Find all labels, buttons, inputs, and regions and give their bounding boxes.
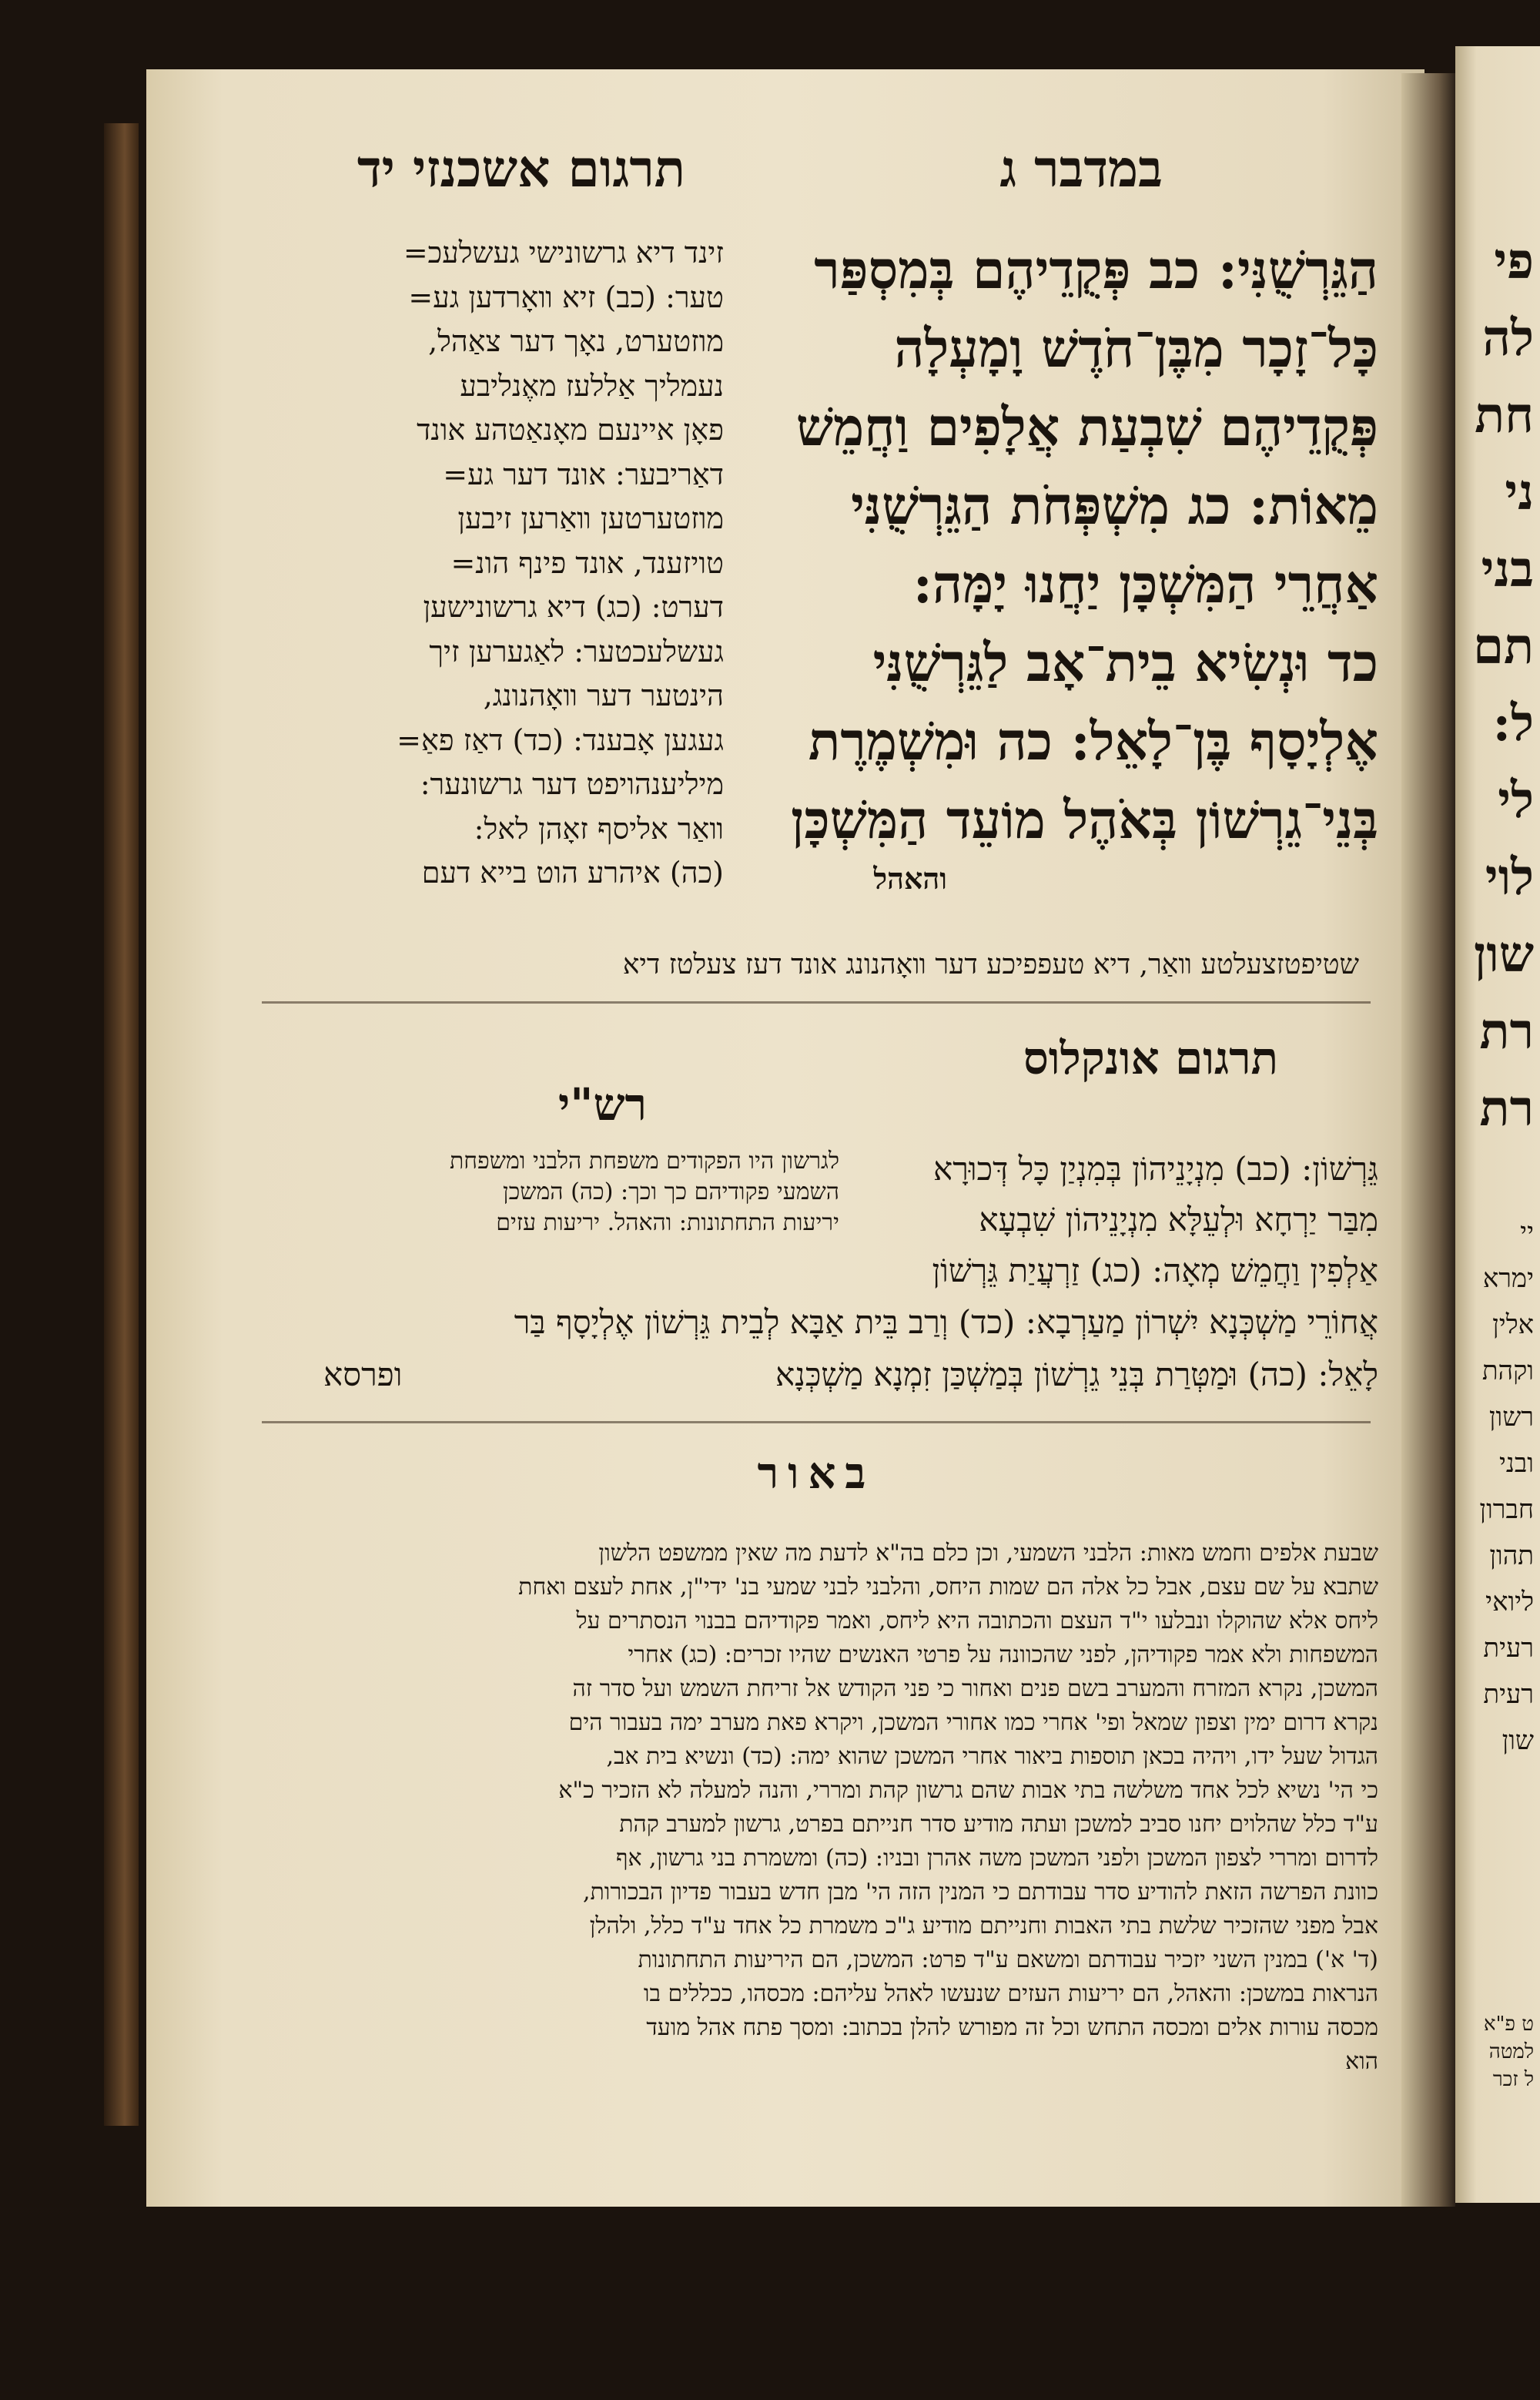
yiddish-line: (כה) איהרע הוט בייא דעם [421, 856, 724, 890]
yiddish-line: נעמליך אַללעז מאֶנליבע [460, 368, 724, 403]
next-page-fragment: שון [1502, 1725, 1534, 1756]
targum-line: לָאֵל: (כה) וּמַטְּרַת בְּנֵי גֵרְשׁוֹן בְּמַשְׁכַּן זִמְנָא מַשְׁכְּנָא [775, 1356, 1378, 1393]
next-page-fragment: ט פ"א [1483, 2013, 1534, 2036]
next-page-edge [1455, 46, 1540, 2203]
biur-line: הוא [1345, 2048, 1378, 2075]
catchword: והאהל [873, 861, 947, 896]
next-page-fragment: לי [1498, 772, 1534, 830]
next-page-fragment: ל: [1492, 695, 1534, 753]
targum-catchword: ופרסא [323, 1356, 403, 1393]
yiddish-line: טויזענד, אונד פינף הונ= [450, 545, 724, 580]
biur-line: כי הי' נשיא לכל אחד משלשה בתי אבות שהם גרשון קהת ומררי, והנה למעלה לא הזכיר כ"א [558, 1777, 1378, 1804]
targum-onkelos-text [832, 1144, 1378, 1296]
next-page-fragment: אלין [1492, 1309, 1534, 1340]
yiddish-line: מוזטערטען װאַרען זיבען [457, 501, 724, 535]
main-text-line: פְּקֻדֵיהֶם שִׁבְעַת אֲלָפִים וַחֲמֵשׁ [795, 397, 1378, 458]
biur-title: באור [757, 1448, 875, 1499]
yiddish-line: מיליענהויפט דער גרשונער: [420, 767, 724, 801]
yiddish-line: דערט: (כג) דיא גרשונישען [423, 590, 724, 624]
book-spine-left [104, 123, 139, 2126]
next-page-fragment: רעית [1483, 1679, 1534, 1710]
next-page-fragment: בני [1481, 541, 1534, 598]
next-page-fragment: לוי [1485, 849, 1534, 907]
biur-line: (ד' א') במנין השני יזכיר עבודתם ומשאם ע"ד פרט: המשכן, הם היריעות התחתונות [638, 1946, 1378, 1973]
yiddish-continuation-line: שטיפטזצעלטע װאַר, דיא טעפפיכע דער װאָהנונג אונד דעז צעלטז דיא [622, 949, 1359, 980]
section-divider [262, 1421, 1371, 1423]
yiddish-line: געשלעכטער: לאַגערען זיך [429, 634, 724, 669]
targum-title: תרגום אונקלוס [1023, 1032, 1278, 1084]
main-hebrew-text [770, 231, 1378, 898]
next-page-fragment: רת [1479, 1080, 1534, 1138]
biur-line: המשפחות ולא אמר פקודיהן, לפני שהכוונה על פרטי האנשים שהיו זכרים: (כג) אחרי [628, 1641, 1378, 1668]
rashi-title: רש"י [558, 1078, 647, 1131]
rashi-line: השמעי פקודיהם כך וכך: (כה) המשכן [502, 1178, 839, 1205]
biur-line: ע"ד כלל שהלוים יחנו סביב למשכן ועתה מודיע סדר חנייתם בפרט, גרשון למערב קהת [619, 1811, 1378, 1838]
next-page-targum-fragment [1461, 1209, 1534, 1764]
main-text-line: אֶלְיָסָף בֶּן־לָאֵל: כה וּמִשְׁמֶרֶת [808, 711, 1378, 773]
main-text-line: מֵאוֹת: כג מִשְׁפְּחֹת הַגֵּרְשֻׁנִּי [851, 475, 1378, 537]
next-page-fragment: ובני [1498, 1448, 1534, 1479]
next-page-biur-fragment [1461, 2010, 1534, 2093]
next-page-fragment: שון [1474, 926, 1534, 984]
next-page-fragment: ל זכר [1492, 2068, 1534, 2091]
next-page-fragment: פי [1494, 233, 1534, 290]
yiddish-line: װאַר אליסף זאָהן לאל: [474, 811, 724, 846]
next-page-fragment: ימרא [1482, 1263, 1534, 1294]
yiddish-line: געגען אָבענד: (כד) דאַז פאַ= [397, 722, 724, 757]
biur-line: המשכן, נקרא המזרח והמערב בשם פנים ואחור כי פני הקודש אל זריחת השמש ועל סדר זה [572, 1675, 1378, 1702]
next-page-fragment: יי [1520, 1217, 1534, 1248]
yiddish-line: זינד דיא גרשונישי געשלעכ= [403, 236, 724, 270]
next-page-fragment: חברון [1479, 1494, 1534, 1525]
rashi-commentary [270, 1146, 839, 1239]
biur-line: מכסה עורות אלים ומכסה התחש וכל זה מפורש להלן בכתוב: ומסך פתח אהל מועד [646, 2014, 1378, 2041]
next-page-fragment: תם [1473, 618, 1534, 675]
next-page-fragment: ליואי [1485, 1587, 1534, 1617]
main-text-line: כד וּנְשִׂיא בֵית־אָב לַגֵּרְשֻׁנִּי [872, 632, 1378, 694]
targum-line: מִבַּר יַרְחָא וּלְעֵלָּא מִנְיָנֵיהוֹן שִׁבְעָא [979, 1201, 1378, 1239]
running-head-right: במדבר ג [999, 139, 1163, 199]
yiddish-translation-column [262, 231, 724, 896]
next-page-fragment: לה [1482, 310, 1534, 367]
next-page-fragment: חת [1475, 387, 1534, 444]
rashi-line: לגרשון היו הפקודים משפחת הלבני ומשפחת [449, 1148, 839, 1175]
biur-line: הנראות במשכן: והאהל, הם יריעות העזים שנעשו לאהל עליהם: מכסהו, ככללים בו [643, 1980, 1378, 2007]
rashi-line: יריעות התחתונות: והאהל. יריעות עזים [496, 1209, 839, 1236]
biur-line: כוונת הפרשה הזאת להודיע סדר עבודתם כי המנין הזה הי' מבן חדש בעבור פדיון הבכורות, [582, 1879, 1378, 1906]
section-divider [262, 1001, 1371, 1004]
biur-line: לדרום ומררי לצפון המשכן ולפני המשכן משה אהרן ובניו: (כה) ומשמרת בני גרשון, אף [615, 1845, 1378, 1872]
yiddish-line: פאָן איינעם מאָנאַטהע אונד [417, 413, 724, 447]
next-page-fragment: למטה [1488, 2040, 1534, 2063]
book-gutter [1401, 73, 1455, 2207]
targum-continuation [323, 1296, 1378, 1401]
next-page-fragment: רת [1479, 1003, 1534, 1061]
next-page-fragment: תהון [1489, 1540, 1534, 1571]
main-text-line: אַחֲרֵי הַמִּשְׁכָּן יַחֲנוּ יָמָּה: [912, 554, 1378, 615]
main-text-line: הַגֵּרְשֻׁנִּי: כב פְּקֻדֵיהֶם בְּמִסְפַּר [814, 240, 1378, 301]
biur-line: אבל מפני שהזכיר שלשת בתי האבות וחנייתם מודיע ג"כ משמרת כל אחד ע"ד כלל, ולהלן [589, 1912, 1378, 1939]
targum-line: גֵּרְשׁוֹן: (כב) מִנְיָנֵיהוֹן בְּמִנְיַן כָּל דְּכוּרָא [933, 1150, 1378, 1188]
next-page-fragment: רעית [1483, 1633, 1534, 1664]
next-page-fragment: וקהת [1481, 1356, 1534, 1386]
targum-line: אֲחוֹרֵי מַשְׁכְּנָא יִשְׁרוֹן מַעַרְבָא: (כד) וְרַב בֵּית אַבָּא לְבֵית גֵּרְשׁוֹן אֶלְיָסָף בַּר [514, 1303, 1378, 1341]
next-page-fragment: ני [1505, 464, 1534, 521]
biur-commentary [262, 1537, 1378, 2079]
biur-line: שתבא על שם עצם, אבל כל אלה הם שמות היחס, והלבני לבני שמעי בנ' ידי"ן, אחת לעצם ואחת [518, 1574, 1378, 1601]
yiddish-line: מוזטערט, נאָך דער צאַהל, [428, 324, 724, 358]
biur-line: ליחס אלא שהוקלו ונבלעו י"ד העצם והכתובה היא ליחס, ואמר פקודיהם בבנוי הנסתרים על [576, 1607, 1378, 1634]
biur-line: הגדול שעל ידו, ויהיה בכאן תוספות ביאור אחרי המשכן שהוא ימה: (כד) ונשיא בית אב, [606, 1743, 1378, 1770]
main-text-line: כָּל־זָכָר מִבֶּן־חֹדֶשׁ וָמָעְלָה [894, 318, 1378, 380]
running-head-left: תרגום אשכנזי יד [357, 139, 685, 199]
biur-line: נקרא דרום ימין וצפון שמאל ופי' אחרי כמו אחורי המשכן, ויקרא פאת מערב ימה בעבור הים [568, 1709, 1378, 1736]
next-page-fragment: רשון [1488, 1402, 1534, 1433]
yiddish-line: טער: (כב) זיא װאָרדען גע= [408, 280, 724, 314]
targum-line: אַלְפִין וַחֲמֵשׁ מְאָה: (כג) זַרְעֲיַת גֵּרְשׁוֹן [932, 1252, 1378, 1289]
biur-line: שבעת אלפים וחמש מאות: הלבני השמעי, וכן כלם בה"א לדעת מה שאין ממשפט הלשון [598, 1540, 1378, 1567]
yiddish-line: הינטער דער װאָהנונג, [483, 679, 724, 712]
main-text-line: בְּנֵי־גֵרְשׁוֹן בְּאֹהֶל מוֹעֵד הַמִּשְׁכָּן [791, 789, 1378, 851]
next-page-main-text-fragment [1461, 223, 1534, 1148]
yiddish-line: דאַריבער: אונד דער גע= [443, 457, 724, 491]
